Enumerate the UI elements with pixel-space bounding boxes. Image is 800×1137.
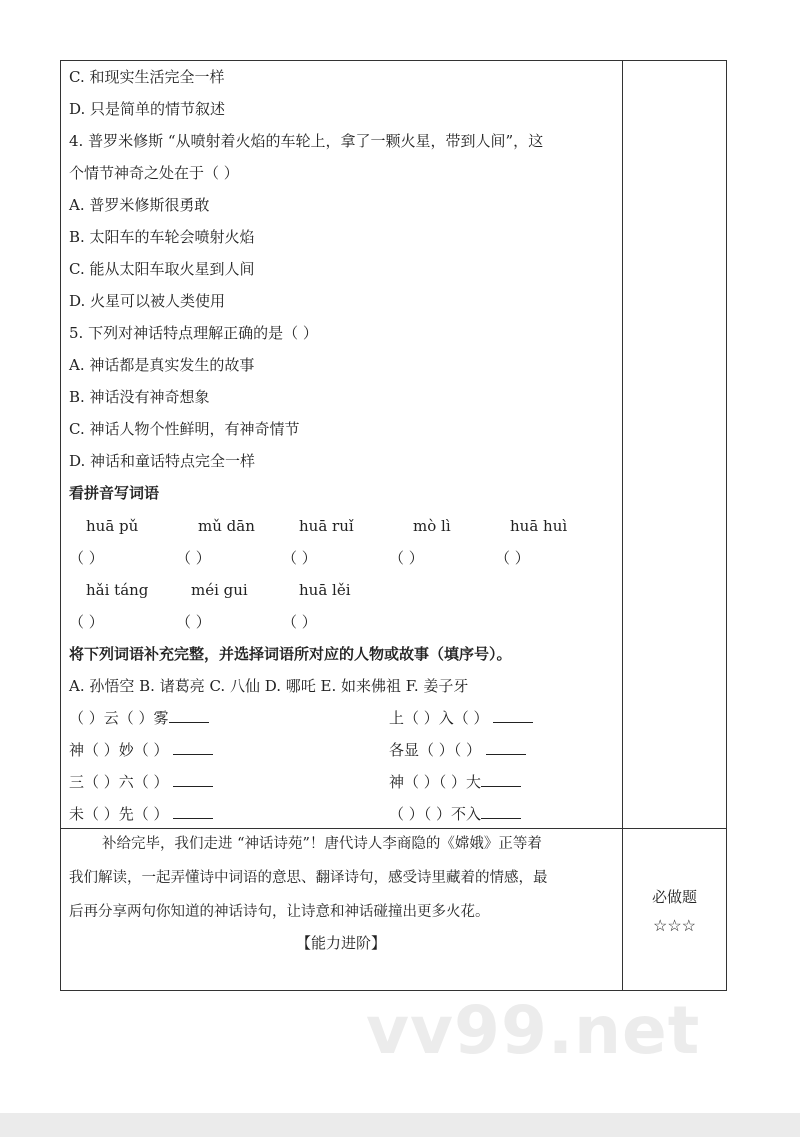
difficulty-stars: ☆☆☆ [652,916,697,935]
q5-stem: 5. 下列对神话特点理解正确的是（ ） [69,324,318,342]
pinyin-item: mò lì [413,517,451,535]
idiom-right [389,772,521,792]
idiom-text: 上（ ）入（ ） [389,709,489,727]
pinyin-item: méi gui [191,581,248,599]
idiom-left [69,772,213,792]
intro-line-1: 补给完毕，我们走进 “神话诗苑”！唐代诗人李商隐的《嫦娥》正等着 [102,836,542,852]
answer-blank[interactable] [173,772,213,787]
table-row-divider [60,828,727,829]
pinyin-item: huā lěi [299,581,351,599]
page-bottom-bar [0,1113,800,1137]
q5-option-b: B. 神话没有神奇想象 [69,388,210,406]
answer-bracket[interactable]: （ ） [282,549,317,567]
idiom-right [389,804,521,824]
answer-blank[interactable] [481,772,521,787]
idiom-text: 未（ ）先（ ） [69,805,169,823]
intro-line-3: 后再分享两句你知道的神话诗句，让诗意和神话碰撞出更多火花。 [69,904,490,920]
idiom-right [389,708,533,728]
idiom-left [69,804,213,824]
pinyin-item: mǔ dān [198,517,255,535]
idiom-text: （ ）（ ）不入 [389,805,482,823]
table-border-top [60,60,727,61]
idiom-right [389,740,526,760]
table-column-divider [622,60,623,991]
answer-blank[interactable] [169,708,209,723]
idiom-text: 三（ ）六（ ） [69,773,169,791]
idiom-text: （ ）云（ ）雾 [69,709,169,727]
idiom-section-title: 将下列词语补充完整，并选择词语所对应的人物或故事（填序号）。 [69,645,512,663]
answer-bracket[interactable]: （ ） [389,549,424,567]
required-label: 必做题 [651,888,697,906]
answer-bracket[interactable]: （ ） [495,549,530,567]
answer-bracket[interactable]: （ ） [69,549,104,567]
answer-bracket[interactable]: （ ） [176,613,211,631]
answer-blank[interactable] [173,740,213,755]
q4-option-a: A. 普罗米修斯很勇敢 [69,196,210,214]
pinyin-item: huā ruǐ [299,517,354,535]
idiom-left [69,708,209,728]
watermark: vv99.net [366,992,701,1069]
answer-blank[interactable] [481,804,521,819]
pinyin-item: huā pǔ [86,517,139,535]
answer-bracket[interactable]: （ ） [176,549,211,567]
idiom-left [69,740,213,760]
q3-option-c: C. 和现实生活完全一样 [69,68,225,86]
idiom-text: 各显（ ）（ ） [389,741,482,759]
q5-option-d: D. 神话和童话特点完全一样 [69,452,256,470]
table-border-bottom [60,990,727,991]
q4-option-c: C. 能从太阳车取火星到人间 [69,260,255,278]
q4-option-b: B. 太阳车的车轮会喷射火焰 [69,228,255,246]
pinyin-item: huā huì [510,517,568,535]
q5-option-c: C. 神话人物个性鲜明，有神奇情节 [69,420,300,438]
intro-line-2: 我们解读，一起弄懂诗中词语的意思、翻译诗句，感受诗里藏着的情感，最 [69,870,548,886]
table-border-left [60,60,61,991]
table-border-right [726,60,727,991]
answer-bracket[interactable]: （ ） [282,613,317,631]
answer-bracket[interactable]: （ ） [69,613,104,631]
q4-stem-line1: 4. 普罗米修斯 “从喷射着火焰的车轮上，拿了一颗火星，带到人间”，这 [69,132,544,150]
q4-stem-line2: 个情节神奇之处在于（ ） [69,164,239,182]
answer-blank[interactable] [493,708,533,723]
answer-blank[interactable] [486,740,526,755]
pinyin-section-title: 看拼音写词语 [69,484,160,502]
section-heading: 【能力进阶】 [296,934,387,952]
idiom-options: A. 孙悟空 B. 诸葛亮 C. 八仙 D. 哪吒 E. 如来佛祖 F. 姜子牙 [69,677,469,695]
pinyin-item: hǎi táng [86,581,149,599]
q5-option-a: A. 神话都是真实发生的故事 [69,356,255,374]
idiom-text: 神（ ）妙（ ） [69,741,169,759]
q3-option-d: D. 只是简单的情节叙述 [69,100,226,118]
answer-blank[interactable] [173,804,213,819]
q4-option-d: D. 火星可以被人类使用 [69,292,226,310]
idiom-text: 神（ ）（ ）大 [389,773,482,791]
